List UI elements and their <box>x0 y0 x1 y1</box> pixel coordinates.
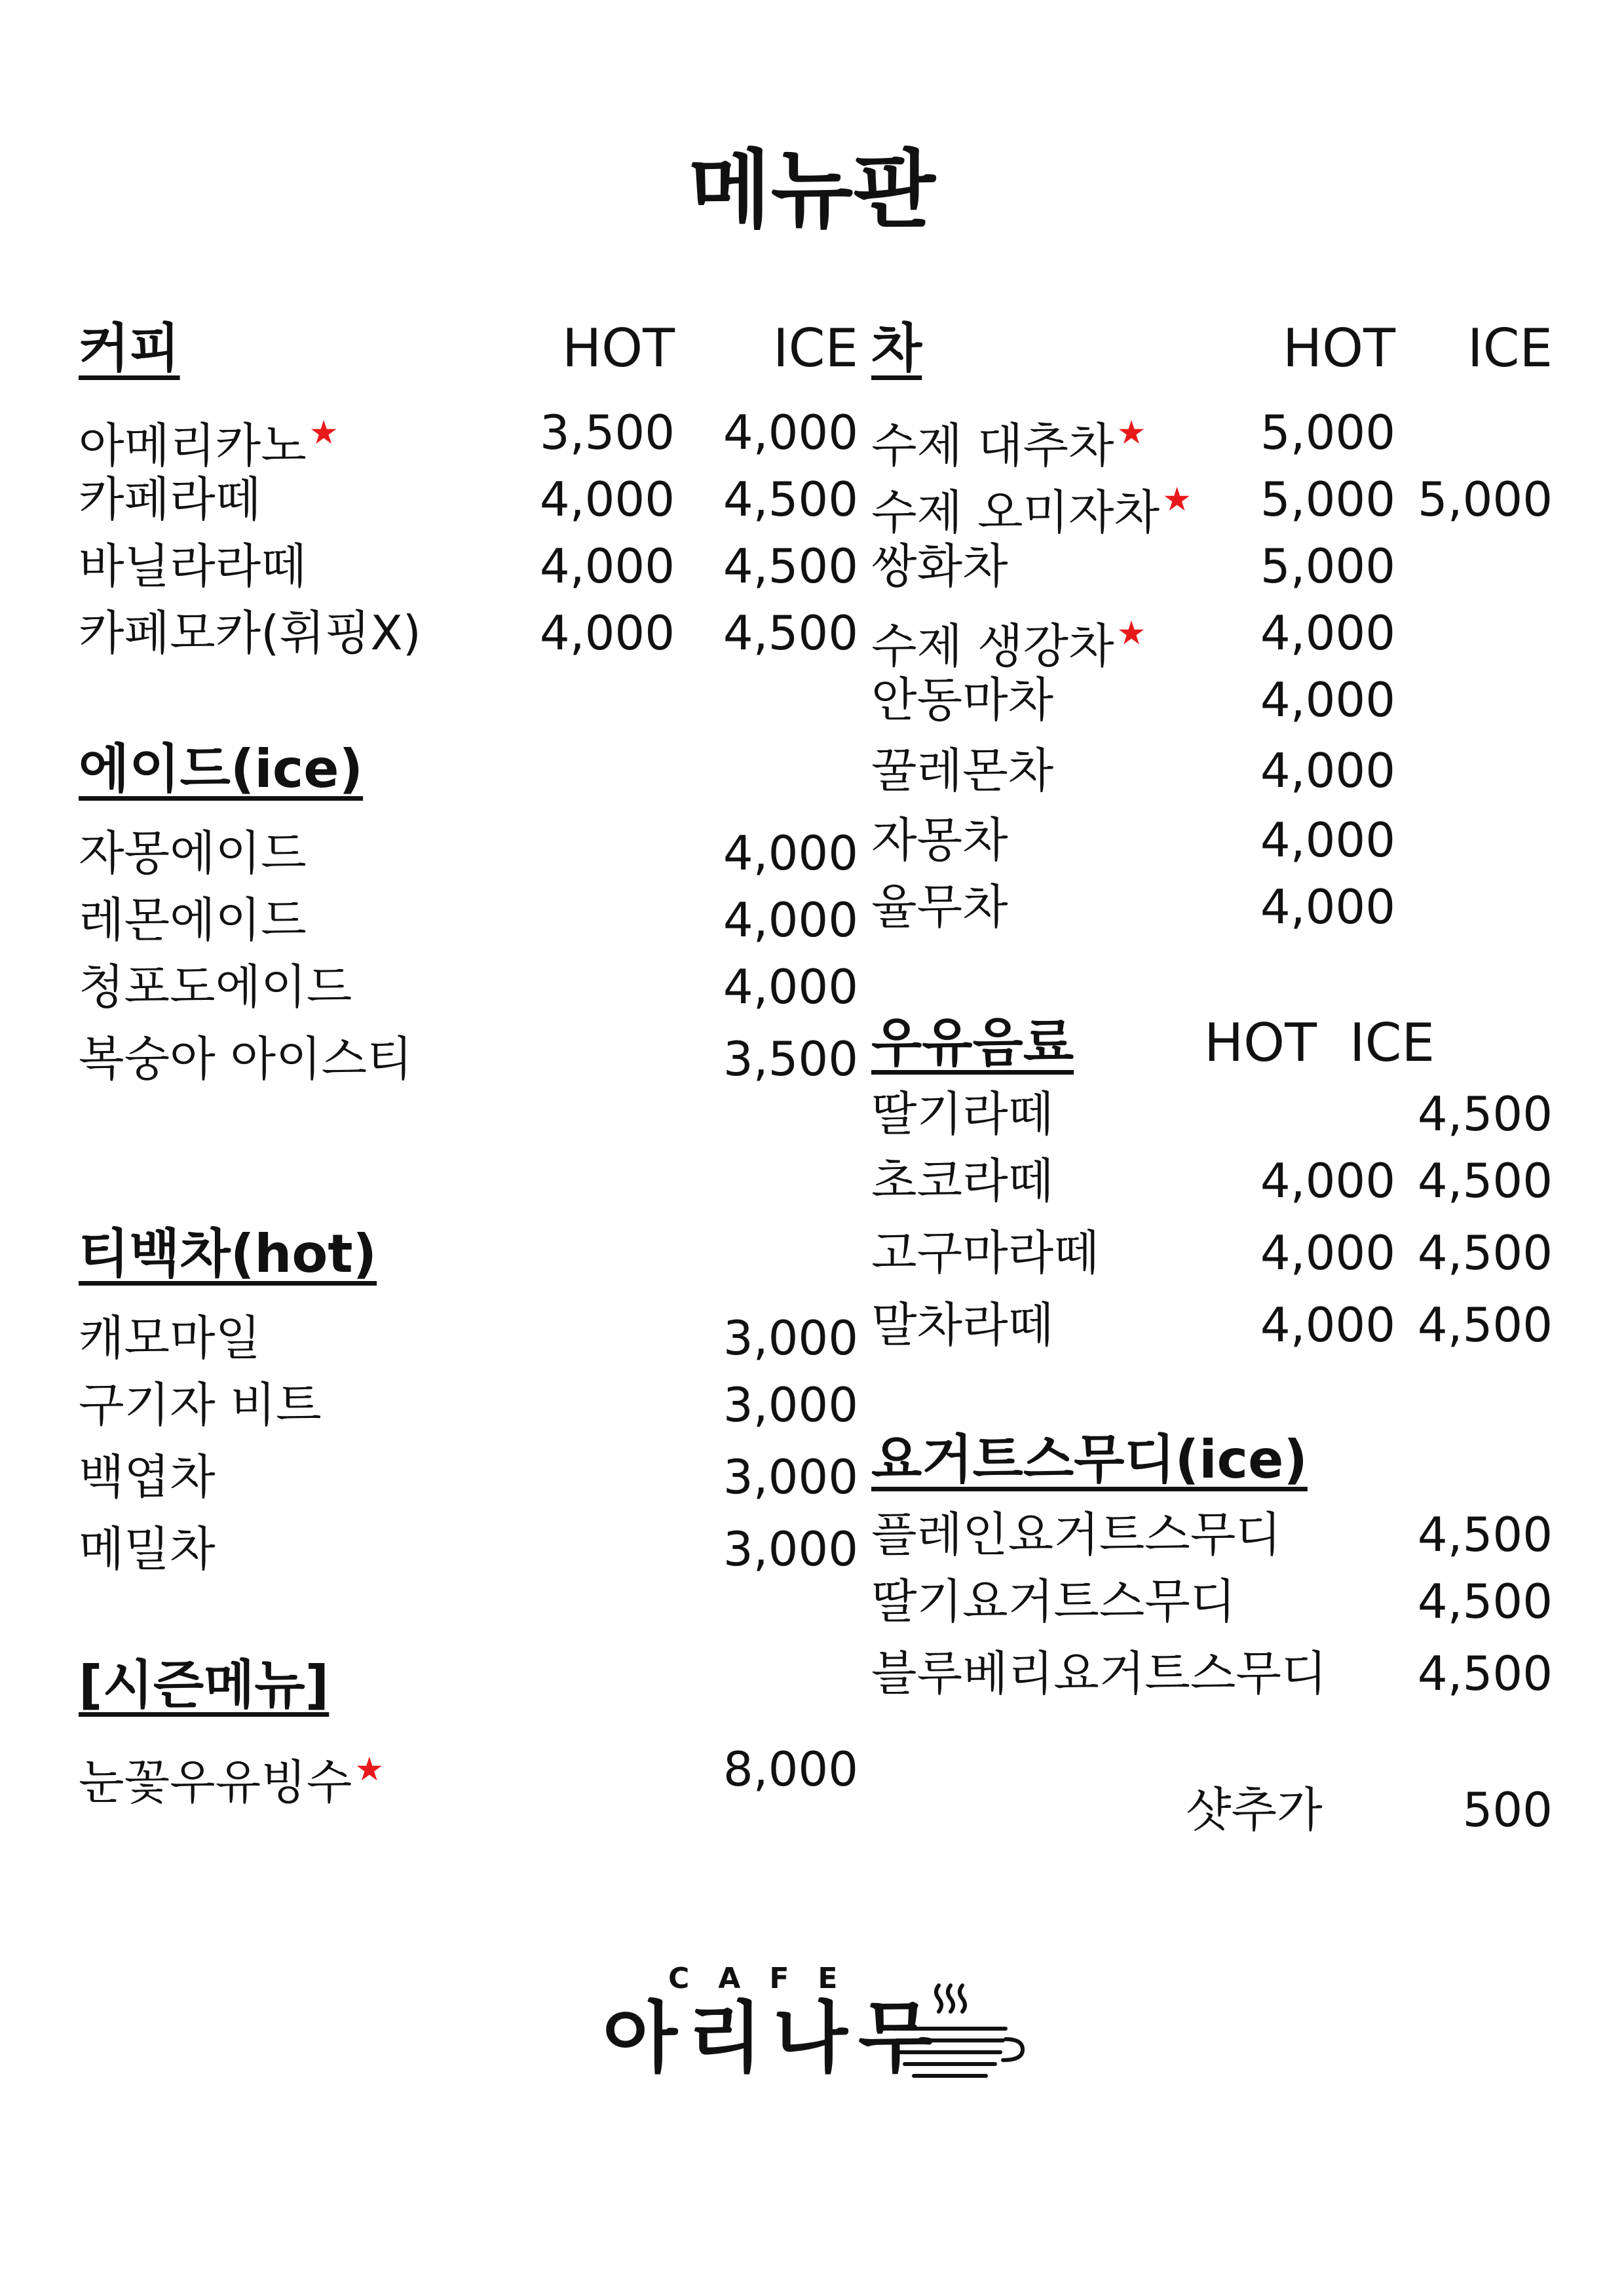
menu-row <box>79 599 858 667</box>
menu-item-name: 초코라떼 <box>871 1153 1054 1208</box>
section-title-tea: 차 <box>871 318 922 379</box>
milk-header <box>871 1009 1559 1077</box>
menu-item-name: 딸기요거트스무디 <box>871 1574 1236 1629</box>
menu-item-name: 카페라떼 <box>79 472 261 527</box>
coffee-hot-label: HOT <box>562 318 675 379</box>
menu-row <box>871 398 1559 473</box>
star-icon: ★ <box>309 413 339 451</box>
menu-row <box>871 1501 1559 1569</box>
hot-price: 4,000 <box>1260 879 1395 934</box>
section-title-ade: 에이드(ice) <box>79 738 364 799</box>
price: 4,000 <box>723 959 858 1014</box>
menu-row <box>871 1291 1559 1359</box>
tea-ice-label: ICE <box>1467 318 1553 379</box>
ice-price: 4,500 <box>1417 1297 1553 1352</box>
section-title-coffee: 커피 <box>79 318 180 379</box>
menu-item-name: 수제 대추차★ <box>871 413 1146 473</box>
price: 4,000 <box>723 826 858 881</box>
tea-header <box>871 315 1559 383</box>
coffee-ice-label: ICE <box>773 318 858 379</box>
menu-item-name: 수제 생강차★ <box>871 614 1146 674</box>
price: 3,000 <box>723 1449 858 1504</box>
price: 3,000 <box>723 1311 858 1366</box>
hot-price: 4,000 <box>1260 672 1395 727</box>
tea-hot-label: HOT <box>1283 318 1395 379</box>
logo-cafe-name: 아리나무 <box>603 1992 943 2083</box>
menu-row <box>79 465 858 533</box>
milk-hot-label: HOT <box>1204 1012 1317 1073</box>
menu-row <box>79 953 858 1021</box>
menu-row <box>871 532 1559 600</box>
menu-row <box>871 599 1559 674</box>
menu-row <box>871 465 1559 540</box>
ice-price: 4,500 <box>1417 1086 1553 1141</box>
menu-item-name: 블루베리요거트스무디 <box>871 1646 1327 1701</box>
menu-item-name: 백엽차 <box>79 1449 216 1504</box>
menu-item-name: 레몬에이드 <box>79 892 307 947</box>
hot-price: 4,000 <box>1260 743 1395 798</box>
menu-item-name: 바닐라라떼 <box>79 539 307 594</box>
menu-row <box>871 1639 1559 1708</box>
hot-price: 5,000 <box>1260 405 1395 460</box>
menu-item-name: 복숭아 아이스티 <box>79 1031 413 1086</box>
section-title-season: [시즌메뉴] <box>79 1655 330 1715</box>
menu-row <box>79 1025 858 1093</box>
menu-item-name: 율무차 <box>871 879 1008 934</box>
hot-price: 4,000 <box>539 472 675 527</box>
menu-row <box>871 737 1559 805</box>
ice-price: 4,000 <box>723 405 858 460</box>
menu-row <box>79 1371 858 1439</box>
menu-row <box>871 806 1559 874</box>
ice-price: 4,500 <box>723 539 858 594</box>
menu-item-name: 자몽에이드 <box>79 826 307 881</box>
menu-item-name: 플레인요거트스무디 <box>871 1507 1281 1562</box>
menu-item-name: 카페모카(휘핑X) <box>79 605 421 660</box>
menu-row <box>79 819 858 887</box>
yogurt-header <box>871 1426 1559 1494</box>
menu-item-name: 고구마라떼 <box>871 1225 1099 1280</box>
hot-price: 4,000 <box>1260 1225 1395 1280</box>
menu-item-name: 구기자 비트 <box>79 1377 322 1432</box>
menu-row <box>79 398 858 473</box>
hot-price: 5,000 <box>1260 472 1395 527</box>
milk-ice-label: ICE <box>1350 1012 1435 1073</box>
hot-price: 4,000 <box>1260 1297 1395 1352</box>
menu-item-name: 아메리카노★ <box>79 413 339 473</box>
coffee-cup-icon <box>888 1966 1038 2090</box>
menu-row <box>79 1515 858 1583</box>
ade-header <box>79 735 786 803</box>
star-icon: ★ <box>1162 480 1192 518</box>
menu-item-name: 딸기라떼 <box>871 1086 1054 1141</box>
price: 3,500 <box>723 1031 858 1086</box>
price: 4,500 <box>1417 1507 1553 1562</box>
menu-item-name: 꿀레몬차 <box>871 743 1054 798</box>
cafe-logo <box>590 1959 1048 2116</box>
hot-price: 4,000 <box>1260 813 1395 868</box>
menu-item-name: 안동마차 <box>871 672 1054 727</box>
menu-row <box>871 1567 1559 1636</box>
ice-price: 4,500 <box>723 605 858 660</box>
menu-item-name: 말차라떼 <box>871 1297 1054 1352</box>
menu-item-name: 수제 오미자차★ <box>871 480 1192 540</box>
menu-row <box>79 532 858 600</box>
price: 4,000 <box>723 892 858 947</box>
menu-row <box>79 1304 858 1372</box>
star-icon: ★ <box>1116 413 1146 451</box>
menu-row <box>79 1735 858 1810</box>
ice-price: 4,500 <box>1417 1225 1553 1280</box>
season-header <box>79 1651 786 1719</box>
menu-row <box>871 1080 1559 1148</box>
hot-price: 4,000 <box>539 605 675 660</box>
section-title-yogurt: 요거트스무디(ice) <box>871 1429 1308 1490</box>
logo-cafe-text: CAFE <box>668 1962 867 1995</box>
price: 4,500 <box>1417 1574 1553 1629</box>
star-icon: ★ <box>354 1750 385 1788</box>
price: 3,000 <box>723 1521 858 1577</box>
price: 4,500 <box>1417 1646 1553 1701</box>
menu-row <box>79 1443 858 1511</box>
menu-item-name: 눈꽃우유빙수★ <box>79 1750 385 1810</box>
menu-row <box>79 886 858 954</box>
hot-price: 4,000 <box>1260 605 1395 660</box>
menu-item-name: 자몽차 <box>871 813 1008 868</box>
section-title-milk: 우유음료 <box>871 1012 1074 1073</box>
hot-price: 4,000 <box>1260 1153 1395 1208</box>
ice-price: 4,500 <box>1417 1153 1553 1208</box>
hot-price: 5,000 <box>1260 539 1395 594</box>
menu-row <box>871 873 1559 941</box>
star-icon: ★ <box>1116 614 1146 652</box>
price: 8,000 <box>723 1742 858 1797</box>
extra-shot-row <box>871 1776 1559 1844</box>
hot-price: 4,000 <box>539 539 675 594</box>
teabag-header <box>79 1220 786 1288</box>
menu-item-name: 쌍화차 <box>871 539 1008 594</box>
extra-shot-label: 샷추가 <box>1186 1782 1323 1837</box>
ice-price: 4,500 <box>723 472 858 527</box>
coffee-header <box>79 315 858 383</box>
menu-row <box>871 1219 1559 1287</box>
ice-price: 5,000 <box>1417 472 1553 527</box>
extra-shot-price: 500 <box>1462 1782 1553 1837</box>
menu-row <box>871 666 1559 734</box>
menu-item-name: 청포도에이드 <box>79 959 352 1014</box>
menu-row <box>871 1147 1559 1215</box>
section-title-teabag: 티백차(hot) <box>79 1223 377 1284</box>
hot-price: 3,500 <box>539 405 675 460</box>
price: 3,000 <box>723 1377 858 1432</box>
menu-item-name: 메밀차 <box>79 1521 216 1577</box>
page-title: 메뉴판 <box>689 140 935 240</box>
menu-item-name: 캐모마일 <box>79 1311 261 1366</box>
